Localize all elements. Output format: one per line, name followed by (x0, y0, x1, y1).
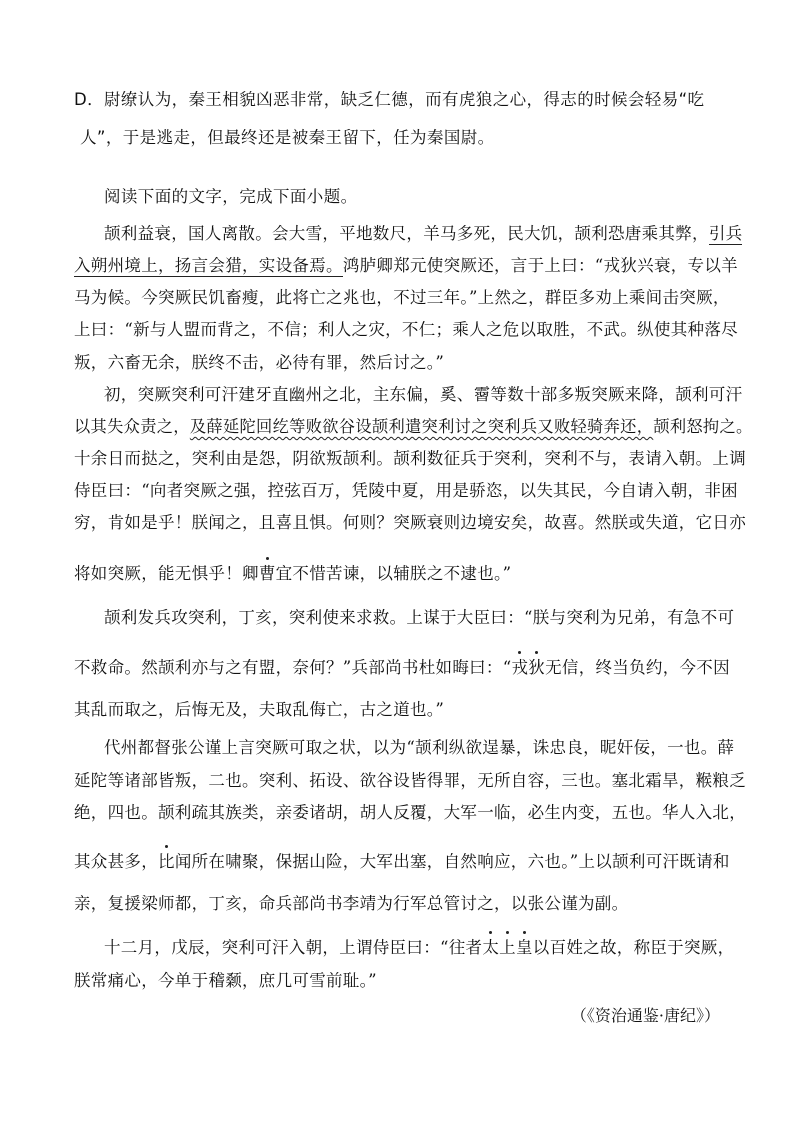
passage-text: 十二月，戊辰，突利可汗入朝，上谓侍臣曰：“往者 (104, 938, 483, 957)
passage-text: 将如突厥，能无惧乎！卿 (74, 564, 259, 583)
dotted-character: 戎 (511, 654, 528, 682)
passage-p2-line-1: 初，突厥突利可汗建牙直幽州之北，主东偏，奚、霫等数十部多叛突厥来降，颉利可汗 (104, 385, 743, 404)
underlined-sentence-part-2: 入朔州境上，扬言会猎，实设备焉。 (74, 256, 343, 275)
dotted-character: 太 (482, 934, 499, 962)
reading-instruction: 阅读下面的文字，完成下面小题。 (104, 187, 358, 206)
passage-p4-line-4 (74, 848, 730, 876)
underlined-sentence-part-1: 引兵 (708, 224, 743, 243)
passage-p4-line-3: 绝，四也。颉利疏其族类，亲委诸胡，胡人反覆，大军一临，必生内变，五也。华人入北， (74, 803, 746, 822)
passage-p3-line-2 (74, 654, 730, 682)
passage-text: 鸿胪卿郑元使突厥还，言于上曰：“戎狄兴衰，专以羊 (342, 256, 738, 275)
passage-text: 无信，终当负约，今不因 (545, 658, 730, 677)
passage-p3-line-3: 其乱而取之，后悔无及，夫取乱侮亡，古之道也。” (74, 700, 445, 719)
passage-text: 以其失众责之， (74, 417, 190, 436)
dotted-character: 上 (499, 934, 516, 962)
passage-p4-line-5: 亲，复援梁师都，丁亥，命兵部尚书李靖为行军总管讨之，以张公谨为副。 (74, 894, 629, 913)
passage-p1-line-2 (74, 252, 738, 280)
passage-p1-line-5: 叛，六畜无余，朕终不击，必待有罪，然后讨之。” (74, 353, 445, 372)
passage-p2-line-3: 十余日而挞之，突利由是怨，阴欲叛颉利。颉利数征兵于突利，突利不与，表请入朝。上调 (74, 449, 746, 468)
passage-p2-line-4: 侍臣曰：“向者突厥之强，控弦百万，凭陵中夏，用是骄恣，以失其民，今自请入朝，非困 (74, 481, 738, 500)
source-citation: （《资治通鉴·唐纪》） (570, 1006, 720, 1025)
dotted-character: 比 (158, 848, 175, 876)
option-d-line-1: D．尉缭认为，秦王相貌凶恶非常，缺乏仁德，而有虎狼之心，得志的时候会轻易“吃 (74, 90, 705, 109)
option-d-line-2: 人”，于是逃走，但最终还是被秦王留下，任为秦国尉。 (80, 128, 495, 147)
passage-text: 闻所在啸聚，保据山险，大军出塞，自然响应，六也。”上以颉利可汗既请和 (174, 852, 730, 871)
passage-p2-line-6 (74, 560, 726, 588)
dotted-character: 曹 (259, 560, 276, 588)
passage-p4-line-2: 延陀等诸部皆叛，二也。突利、拓设、欲谷设皆得罪，无所自容，三也。塞北霜旱，糇粮乏 (74, 771, 746, 790)
dotted-character: 狄 (528, 654, 545, 682)
wavy-underlined-sentence: 及薛延陀回纥等败欲谷设颉利遣突利讨之突利兵又败轻骑奔还， (189, 417, 654, 436)
passage-p5-line-1 (104, 934, 756, 962)
passage-text: 以百姓之故，称臣于突厥， (532, 938, 735, 957)
passage-p2-line-5: 穷，肯如是乎！朕闻之，且喜且惧。何则？突厥衰则边境安矣，故喜。然朕或失道，它日亦 (74, 513, 746, 532)
passage-p1-line-3: 马为候。今突厥民饥畜瘦，此将亡之兆也，不过三年。”上然之，群臣多劝上乘间击突厥， (74, 288, 730, 307)
passage-p1-line-1 (104, 220, 756, 248)
dotted-character: 皇 (516, 934, 533, 962)
passage-text: 宜不惜苦谏，以辅朕之不逮也。” (275, 564, 512, 583)
passage-p5-line-2: 朕常痛心，今单于稽颡，庶几可雪前耻。” (74, 971, 377, 990)
passage-text: 颉利怒拘之。 (653, 417, 753, 436)
passage-p3-line-1: 颉利发兵攻突利，丁亥，突利使来求救。上谋于大臣曰：“朕与突利为兄弟，有急不可 (104, 608, 735, 627)
passage-text: 颉利益衰，国人离散。会大雪，平地数尺，羊马多死，民大饥，颉利恐唐乘其弊， (104, 224, 709, 243)
passage-p4-line-1: 代州都督张公谨上言突厥可取之状，以为“颉利纵欲逞暴，诛忠良，昵奸佞，一也。薛 (104, 738, 735, 757)
passage-text: 其众甚多， (74, 852, 158, 871)
passage-p1-line-4: 上曰：“新与人盟而背之，不信；利人之灾，不仁；乘人之危以取胜，不武。纵使其种落尽 (74, 320, 738, 339)
passage-text: 不救命。然颉利亦与之有盟，奈何？”兵部尚书杜如晦曰：“ (74, 658, 512, 677)
passage-p2-line-2 (74, 413, 753, 441)
